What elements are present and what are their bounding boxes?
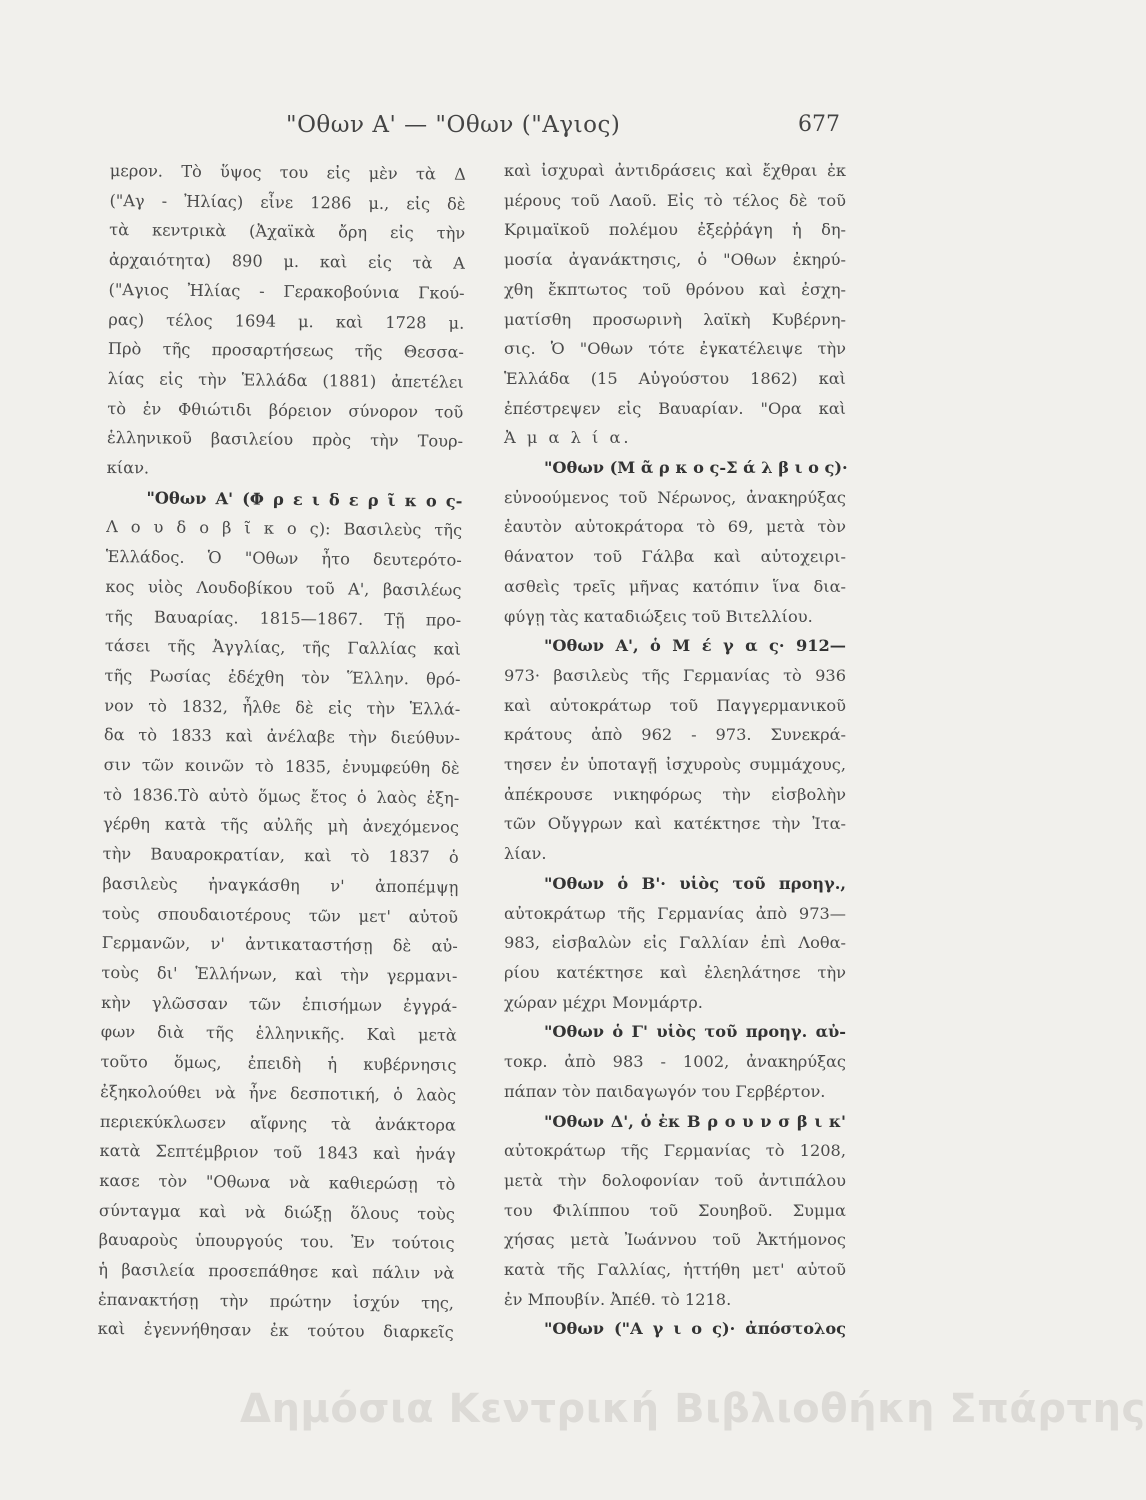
text-line: Ἑλλάδα (15 Αὐγούστου 1862) καὶ	[504, 368, 846, 388]
right-text-column	[504, 156, 846, 1344]
text-line: λίαν.	[504, 844, 547, 864]
entry-heading-othon-markos: "Οθων (Μ ᾶ ρ κ ο ς-Σ ά λ β ι ο ς)·	[544, 458, 848, 478]
text-line: τοὺς δι' Ἑλλήνων, καὶ τὴν γερμανι-	[101, 962, 458, 986]
text-line: τοῦτο ὅμως, ἐπειδὴ ἡ κυβέρνησις	[100, 1052, 457, 1075]
text-line: ἀπέκρουσε νικηφόρως τὴν εἰσβολὴν	[504, 784, 846, 804]
text-line: μοσία ἀγανάκτησις, ὁ "Οθων ἐκηρύ-	[504, 250, 846, 270]
text-line: ἀρχαιότητα) 890 μ. καὶ εἰς τὰ Α	[108, 250, 465, 273]
left-text-column	[98, 156, 466, 1348]
text-line: ρας) τέλος 1694 μ. καὶ 1728 μ.	[108, 309, 465, 333]
text-line: ἐν Μπουβίν. Ἀπέθ. τὸ 1218.	[504, 1289, 732, 1309]
entry-heading-othon-a: "Οθων Α' (Φ ρ ε ι δ ε ρ ῖ κ ο ς-	[146, 488, 463, 511]
text-line: τοὺς σπουδαιοτέρους τῶν μετ' αὐτοῦ	[101, 903, 459, 927]
text-line: τῶν Οὔγγρων καὶ κατέκτησε τὴν Ἰτα-	[504, 814, 846, 834]
text-line: σιν τῶν κοινῶν τὸ 1835, ἐνυμφεύθη δὲ	[103, 755, 460, 778]
text-line: μετὰ τὴν δολοφονίαν τοῦ ἀντιπάλου	[504, 1170, 846, 1190]
text-line: νον τὸ 1832, ἦλθε δὲ εἰς τὴν Ἑλλά-	[104, 695, 461, 719]
text-line: 973· βασιλεὺς τῆς Γερμανίας τὸ 936	[504, 665, 846, 685]
text-line: κος υἱὸς Λουδοβίκου τοῦ Α', βασιλέως	[105, 576, 462, 600]
text-line: κίαν.	[106, 458, 150, 478]
text-line: καὶ ἰσχυραὶ ἀντιδράσεις καὶ ἔχθραι ἐκ	[504, 161, 846, 180]
text-line: λίας εἰς τὴν Ἑλλάδα (1881) ἀπετέλει	[107, 368, 464, 392]
entry-heading-othon-d: "Οθων Δ', ὁ ἐκ Β ρ ο υ ν σ β ι κ'	[544, 1111, 846, 1131]
text-line: Λ ο υ δ ο β ῖ κ ο ς): Βασιλεὺς τῆς	[106, 517, 463, 541]
text-line: 983, εἰσβαλὼν εἰς Γαλλίαν ἐπὶ Λοθα-	[504, 933, 846, 953]
text-line: τὰ κεντρικὰ (Ἀχαϊκὰ ὄρη εἰς τὴν	[109, 220, 466, 244]
text-line: περιεκύκλωσεν αἴφνης τὰ ἀνάκτορα	[99, 1111, 456, 1135]
text-line: ("Αγ - Ἠλίας) εἶνε 1286 μ., εἰς δὲ	[109, 190, 466, 214]
text-line: κράτους ἀπὸ 962 - 973. Συνεκρά-	[504, 725, 846, 745]
text-line: χήσας μετὰ Ἰωάννου τοῦ Ἀκτήμονος	[504, 1230, 846, 1250]
text-line: τῆς Βαυαρίας. 1815—1867. Τῇ προ-	[105, 606, 462, 630]
text-line: μερον. Τὸ ὕψος του εἰς μὲν τὰ Δ	[109, 160, 466, 184]
text-line: του Φιλίππου τοῦ Σουηβοῦ. Συμμα	[504, 1200, 846, 1220]
text-line: τὸ 1836.Τὸ αὐτὸ ὅμως ἔτος ὁ λαὸς ἐξη-	[103, 784, 460, 808]
text-line: κὴν γλῶσσαν τῶν ἐπισήμων ἐγγρά-	[101, 992, 458, 1016]
text-line: τὸ ἐν Φθιώτιδι βόρειον σύνορον τοῦ	[107, 398, 464, 422]
text-line: βασιλεὺς ἠναγκάσθη ν' ἀποπέμψῃ	[102, 873, 459, 897]
entry-heading-othon-b: "Οθων ὁ Β'· υἱὸς τοῦ προηγ.,	[544, 873, 846, 893]
text-line: σις. Ὁ "Οθων τότε ἐγκατέλειψε τὴν	[504, 339, 846, 359]
text-line: πάπαν τὸν παιδαγωγόν του Γερβέρτον.	[504, 1081, 826, 1101]
text-line: Κριμαϊκοῦ πολέμου ἐξεῤῥάγη ἡ δη-	[504, 220, 846, 240]
text-line: τησεν ἐν ὑποταγῇ ἰσχυροὺς συμμάχους,	[504, 755, 846, 775]
text-line: ἐπανακτήσῃ τὴν πρώτην ἰσχύν της,	[97, 1289, 455, 1313]
text-line: καὶ ἐγεννήθησαν ἐκ τούτου διαρκεῖς	[97, 1319, 454, 1343]
text-line: Ἑλλάδος. Ὁ "Οθων ἦτο δευτερότο-	[105, 547, 462, 570]
text-line: φων διὰ τῆς ἑλληνικῆς. Καὶ μετὰ	[100, 1022, 457, 1046]
text-line: ἑλληνικοῦ βασιλείου πρὸς τὴν Τουρ-	[106, 428, 464, 452]
text-line: εὐνοούμενος τοῦ Νέρωνος, ἀνακηρύξας	[504, 487, 846, 507]
text-line: φύγῃ τὰς καταδιώξεις τοῦ Βιτελλίου.	[504, 606, 813, 626]
text-line: ἑαυτὸν αὐτοκράτορα τὸ 69, μετὰ τὸν	[504, 517, 846, 537]
text-line: ματίσθη προσωρινὴ λαϊκὴ Κυβέρνη-	[504, 309, 846, 329]
entry-heading-othon-g: "Οθων ὁ Γ' υἱὸς τοῦ προηγ. αὐ-	[544, 1022, 846, 1042]
entry-heading-othon-agios: "Οθων ("Α γ ι ο ς)· ἀπόστολος	[544, 1319, 846, 1339]
text-line: γέρθη κατὰ τῆς αὐλῆς μὴ ἀνεχόμενος	[102, 814, 460, 838]
text-line: τοκρ. ἀπὸ 983 - 1002, ἀνακηρύξας	[504, 1052, 846, 1072]
text-line: σύνταγμα καὶ νὰ διώξῃ ὅλους τοὺς	[98, 1200, 456, 1224]
text-line: αὐτοκράτωρ τῆς Γερμανίας τὸ 1208,	[504, 1141, 846, 1161]
text-line: τὴν Βαυαροκρατίαν, καὶ τὸ 1837 ὁ	[102, 844, 459, 867]
text-line: ρίου κατέκτησε καὶ ἐλεηλάτησε τὴν	[504, 962, 846, 982]
text-line: καὶ αὐτοκράτωρ τοῦ Παγγερμανικοῦ	[504, 695, 846, 715]
text-line: χώραν μέχρι Μονμάρτρ.	[504, 992, 703, 1012]
text-line: αὐτοκράτωρ τῆς Γερμανίας ἀπὸ 973—	[504, 903, 846, 923]
text-line: χθη ἔκπτωτος τοῦ θρόνου καὶ ἐσχη-	[504, 279, 846, 299]
page-number: 677	[798, 112, 840, 137]
text-line: βαυαροὺς ὑπουργούς του. Ἐν τούτοις	[98, 1230, 455, 1253]
text-line: κατὰ Σεπτέμβριον τοῦ 1843 καὶ ἠνάγ	[99, 1141, 456, 1164]
text-line: θάνατον τοῦ Γάλβα καὶ αὐτοχειρι-	[504, 547, 846, 567]
text-line: μέρους τοῦ Λαοῦ. Εἰς τὸ τέλος δὲ τοῦ	[504, 190, 846, 210]
text-line: ασθεὶς τρεῖς μῆνας κατόπιν ἵνα δια-	[504, 576, 846, 596]
text-line: ἡ βασιλεία προσεπάθησε καὶ πάλιν νὰ	[98, 1259, 455, 1283]
text-line: τῆς Ρωσίας ἐδέχθη τὸν Ἕλλην. θρό-	[104, 665, 461, 689]
text-line: κασε τὸν "Οθωνα νὰ καθιερώσῃ τὸ	[99, 1170, 456, 1194]
library-watermark: Δημόσια Κεντρική Βιβλιοθήκη Σπάρτης	[240, 1386, 1146, 1432]
text-line: δα τὸ 1833 καὶ ἀνέλαβε τὴν διεύθυν-	[103, 725, 461, 749]
text-line: Γερμανῶν, ν' ἀντικαταστήσῃ δὲ αὐ-	[101, 933, 458, 956]
text-line: Πρὸ τῆς προσαρτήσεως τῆς Θεσσα-	[107, 339, 465, 362]
text-line: κατὰ τῆς Γαλλίας, ἡττήθη μετ' αὐτοῦ	[504, 1260, 846, 1280]
text-line: ("Αγιος Ἠλίας - Γερακοβούνια Γκού-	[108, 279, 465, 303]
cross-reference: Ἀ μ α λ ί α.	[504, 428, 632, 448]
running-head: "Οθων Α' — "Οθων ("Αγιος)	[286, 112, 621, 138]
text-line: τάσει τῆς Ἀγγλίας, τῆς Γαλλίας καὶ	[104, 636, 461, 659]
text-line: ἐξηκολούθει νὰ ἦνε δεσποτική, ὁ λαὸς	[100, 1081, 457, 1105]
entry-heading-othon-a-megas: "Οθων Α', ὁ Μ έ γ α ς· 912—	[544, 636, 846, 656]
text-line: ἐπέστρεψεν εἰς Βαυαρίαν. "Ορα καὶ	[504, 398, 846, 418]
